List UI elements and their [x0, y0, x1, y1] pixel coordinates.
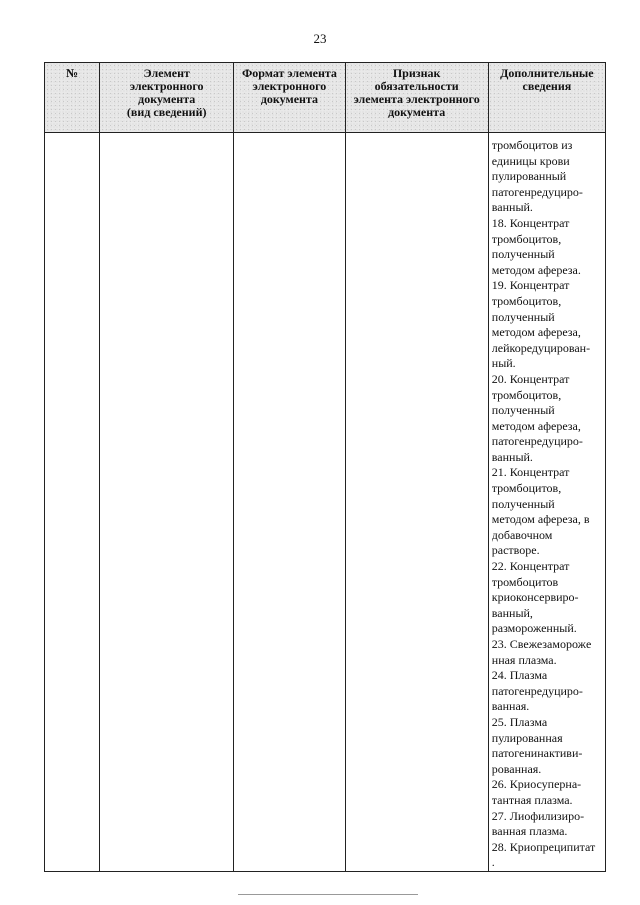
info-line: 25. Плазма — [491, 714, 548, 729]
info-line: растворе. — [491, 543, 540, 558]
info-line: нная плазма. — [491, 652, 557, 667]
footer-divider — [238, 894, 418, 895]
cell-element — [100, 133, 234, 872]
header-element-line: электронного — [129, 79, 204, 93]
info-line: ванная плазма. — [491, 824, 568, 839]
header-format-line: документа — [260, 92, 318, 106]
requirements-table — [44, 62, 606, 872]
info-line: тромбоцитов из — [491, 138, 573, 152]
info-line: тромбоцитов, — [491, 293, 562, 308]
info-line: полученный — [491, 309, 555, 324]
info-line: единицы крови — [491, 153, 570, 168]
header-element-line: Элемент — [143, 66, 190, 80]
header-element-line: документа — [138, 92, 196, 106]
info-line: методом афереза, — [491, 325, 581, 340]
info-line: тромбоцитов, — [491, 387, 562, 402]
info-line: добавочном — [491, 527, 553, 542]
info-line: криоконсервиро- — [491, 590, 579, 605]
info-line: патогенинактиви- — [491, 746, 583, 761]
info-line: 24. Плазма — [491, 668, 548, 683]
info-line: патогенредуциро- — [491, 434, 583, 449]
page-number: 23 — [313, 31, 327, 46]
info-line: 18. Концентрат — [491, 215, 570, 230]
cell-flag — [345, 133, 488, 872]
info-line: патогенредуциро- — [491, 683, 583, 698]
info-line: методом афереза, в — [491, 512, 590, 527]
header-info — [488, 63, 605, 133]
info-line: методом афереза, — [491, 418, 581, 433]
info-line: ванный, — [491, 605, 533, 620]
header-info-line: сведения — [522, 79, 572, 93]
info-line: методом афереза. — [491, 262, 581, 277]
header-flag-line: обязательности — [374, 79, 459, 93]
info-line: 23. Свежезаморожe — [491, 637, 592, 651]
header-number-label: № — [66, 66, 79, 80]
info-line: 21. Концентрат — [491, 465, 570, 480]
header-format-line: Формат элемента — [241, 66, 337, 80]
header-flag-line: Признак — [392, 66, 441, 80]
info-line: размороженный. — [491, 621, 577, 636]
info-line: ный. — [491, 356, 516, 371]
info-line: пулированная — [491, 730, 563, 745]
info-line: тромбоцитов — [491, 574, 559, 589]
table-row — [45, 133, 606, 872]
info-line: ванная. — [491, 699, 530, 714]
info-line: тантная плазма. — [491, 792, 573, 807]
info-line: 26. Криосуперна- — [491, 777, 582, 792]
info-line: 27. Лиофилизиро- — [491, 808, 585, 823]
info-line: 20. Концентрат — [491, 371, 570, 386]
cell-number — [45, 133, 100, 872]
info-line: пулированный — [491, 169, 567, 184]
table-header-row — [45, 63, 606, 133]
info-line: лейкоредуцирован- — [491, 340, 591, 355]
header-flag-line: документа — [388, 105, 446, 119]
info-line: полученный — [491, 496, 555, 511]
header-number — [45, 63, 100, 133]
info-line: патогенредуциро- — [491, 184, 583, 199]
header-info-line: Дополнительные — [500, 66, 594, 80]
info-line: ванный. — [491, 200, 533, 215]
info-line: тромбоцитов, — [491, 481, 562, 496]
info-line: 19. Концентрат — [491, 278, 570, 293]
header-element — [100, 63, 234, 133]
info-line: рованная. — [491, 761, 542, 776]
header-flag — [345, 63, 488, 133]
info-line: полученный — [491, 403, 555, 418]
header-format-line: электронного — [252, 79, 327, 93]
cell-format — [234, 133, 345, 872]
cell-additional-info — [488, 133, 605, 872]
header-format — [234, 63, 345, 133]
info-line: полученный — [491, 247, 555, 262]
header-flag-line: элемента электронного — [353, 92, 480, 106]
info-line: тромбоцитов, — [491, 231, 562, 246]
info-line: . — [491, 855, 495, 870]
info-line: 22. Концентрат — [491, 559, 570, 574]
info-line: 28. Криопреципитат — [491, 839, 596, 854]
header-element-line: (вид сведений) — [126, 105, 207, 119]
info-line: ванный. — [491, 449, 533, 464]
